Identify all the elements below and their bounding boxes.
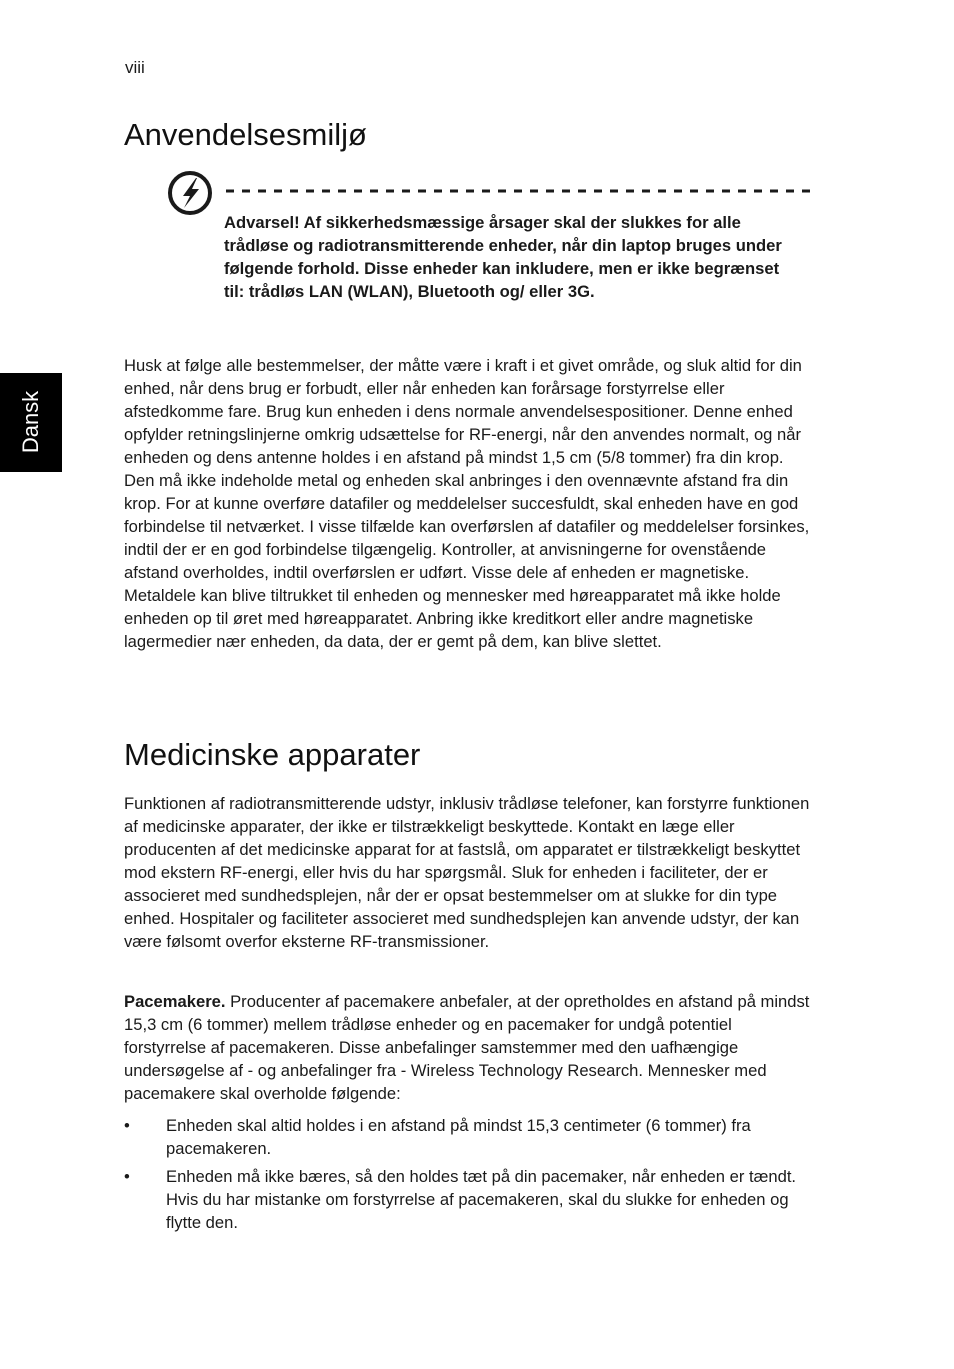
- section-title-medical-devices: Medicinske apparater: [124, 737, 421, 772]
- list-item-text: Enheden må ikke bæres, så den holdes tæt på din pacemaker, når enheden er tændt. Hvis du har mistanke om forstyrrelse af pacemakeren, skal du slukke for enheden og flytte den.: [166, 1167, 797, 1232]
- bullet-mark: •: [124, 1116, 130, 1135]
- warning-text: Advarsel! Af sikkerhedsmæssige årsager skal der slukkes for alle trådløse og radiotransmitterende enheder, når din laptop bruges under følgende forhold. Disse enheder kan inkludere, men er ikke begrænset til: trådløs LAN (WLAN), Bluetooth og/ eller 3G.: [224, 213, 782, 301]
- section-title-environment: Anvendelsesmiljø: [124, 117, 367, 152]
- bullet-mark: •: [124, 1167, 130, 1186]
- list-item: [124, 1165, 814, 1234]
- list-item-text: Enheden skal altid holdes i en afstand på mindst 15,3 centimeter (6 tommer) fra pacemakeren.: [166, 1116, 751, 1158]
- page-number: viii: [125, 58, 145, 77]
- pacemaker-paragraph: [124, 990, 814, 1105]
- environment-paragraph: Husk at følge alle bestemmelser, der måtte være i kraft i et givet område, og sluk altid for din enhed, når dens brug er forbudt, eller når enheden kan forårsage forstyrrelse eller afstedkomme fare. Brug kun enheden i dens normale anvendelsespositioner. Denne enhed opfylder retningslinjerne omkrig udsættelse for RF-energi, når den anvendes normalt, og når enheden og dens antenne holdes i en afstand på mindst 1,5 cm (5/8 tommer) fra din krop. Den må ikke indeholde metal og enheden skal anbringes i den ovennævnte afstand fra din krop. For at kunne overføre datafiler og meddelelser succesfuldt, skal enheden have en god forbindelse til netværket. I visse tilfælde kan overførslen af datafiler og meddelelser forsinkes, indtil der er en god forbindelse tilgængelig. Kontroller, at anvisningerne for ovenstående afstand overholdes, indtil overførslen er udført. Visse dele af enheden er magnetiske. Metaldele kan blive tiltrukket til enheden og mennesker med høreapparatet må ikke holde enheden op til øret med høreapparatet. Anbring ikke kreditkort eller andre magnetiske lagermedier nær enheden, da data, der er gemt på dem, kan blive slettet.: [124, 356, 810, 651]
- pacemaker-lead: Pacemakere.: [124, 992, 226, 1011]
- pacemaker-text: Producenter af pacemakere anbefaler, at der opretholdes en afstand på mindst 15,3 cm (6 tommer) mellem trådløse enheder og en pacemaker for undgå potentiel forstyrrelse af pacemakeren. Disse anbefalinger samstemmer med den uafhængige undersøgelse af - og anbefalinger fra - Wireless Technology Research. Mennesker med pacemakere skal overholde følgende:: [124, 992, 810, 1103]
- lightning-warning-icon: [166, 169, 214, 217]
- language-side-tab: [0, 373, 62, 472]
- medical-devices-paragraph: Funktionen af radiotransmitterende udstyr, inklusiv trådløse telefoner, kan forstyrre funktionen af medicinske apparater, der ikke er tilstrækkeligt beskyttede. Kontakt en læge eller producenten af det medicinske apparat for at fastslå, om apparatet er tilstrækkeligt beskyttet mod ekstern RF-energi, eller hvis du har spørgsmål. Sluk for enheden i faciliteter, der er associeret med sundhedsplejen, når der er opsat bestemmelser om at slukke for din type enhed. Hospitaler og faciliteter associeret med sundhedsplejen kan anvende udstyr, der kan være følsomt overfor eksterne RF-transmissioner.: [124, 794, 810, 951]
- pacemaker-guidelines-list: [124, 1114, 814, 1239]
- list-item: [124, 1114, 814, 1160]
- language-tab-label: Dansk: [18, 390, 43, 454]
- warning-divider: [226, 189, 810, 193]
